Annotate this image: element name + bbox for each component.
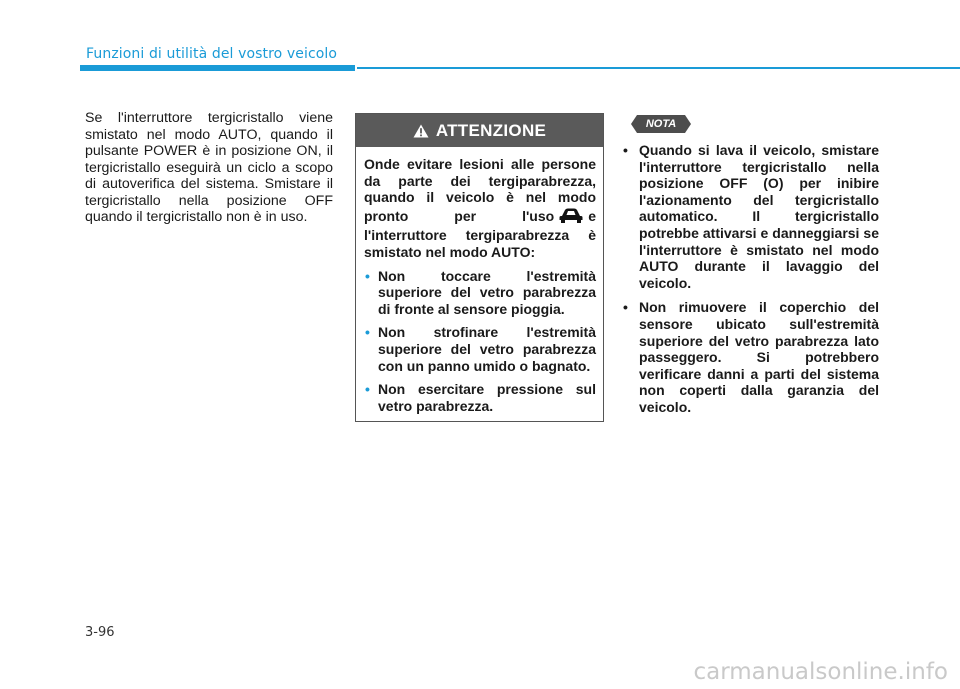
header-rule-thin [357,67,960,69]
warning-intro-text-end: e l'interruttore tergiparabrezza è smistato nel modo AUTO: [364,207,596,260]
warning-bullet: • Non strofinare l'estremità superiore del vetro parabrezza con un panno umido o bagnato. [365,324,596,374]
warning-intro [364,156,596,261]
header-rule-thick [80,65,355,71]
warning-body [356,147,603,414]
warning-bullet: • Non esercitare pressione sul vetro parabrezza. [365,381,596,414]
nota-item: • Quando si lava il veicolo, smistare l'interruttore tergicristallo nella posizione OFF (O) per inibire l'azionamento del tergicristallo automatico. Il tergicristallo potrebbe attivarsi e danneggiarsi se l'interruttore è smistato nel modo AUTO durante il lavaggio del veicolo. [623,142,879,291]
bullet-dot-icon: • [365,381,370,398]
intro-paragraph: Se l'interruttore tergicristallo viene smistato nel modo AUTO, quando il pulsante POWER è in posizione ON, il tergicristallo eseguirà un ciclo a scopo di autoverifica del sistema. Smistare il tergicristallo nella posizione OFF quando il tergicristallo non è in uso. [85,110,333,225]
bullet-dot-icon: • [365,267,370,284]
bullet-dot-icon: • [623,142,628,158]
page-number: 3-96 [85,625,115,640]
warning-bullet-list [364,268,596,415]
section-title: Funzioni di utilità del vostro veicolo [86,46,338,62]
nota-content [623,142,879,424]
nota-label: NOTA [645,118,677,130]
warning-triangle-icon [413,124,429,138]
warning-bullet: • Non toccare l'estremità superiore del vetro parabrezza di fronte al sensore pioggia. [365,267,596,317]
nota-list [623,142,879,416]
warning-header [356,114,603,147]
watermark: carmanualsonline.info [693,659,948,685]
ready-car-icon [558,206,584,228]
warning-box [355,113,604,422]
warning-title: ATTENZIONE [435,120,547,140]
bullet-dot-icon: • [623,299,628,316]
bullet-dot-icon: • [365,324,370,341]
warning-intro-text: Onde evitare lesioni alle persone da parte dei tergiparabrezza, quando il veicolo è nel modo pronto per l'uso [364,156,596,224]
nota-item: • Non rimuovere il coperchio del sensore ubicato sull'estremità superiore del vetro parabrezza lato passeggero. Si potrebbero verificare danni a parti del sistema non coperti dalla garanzia del veicolo. [623,299,879,415]
